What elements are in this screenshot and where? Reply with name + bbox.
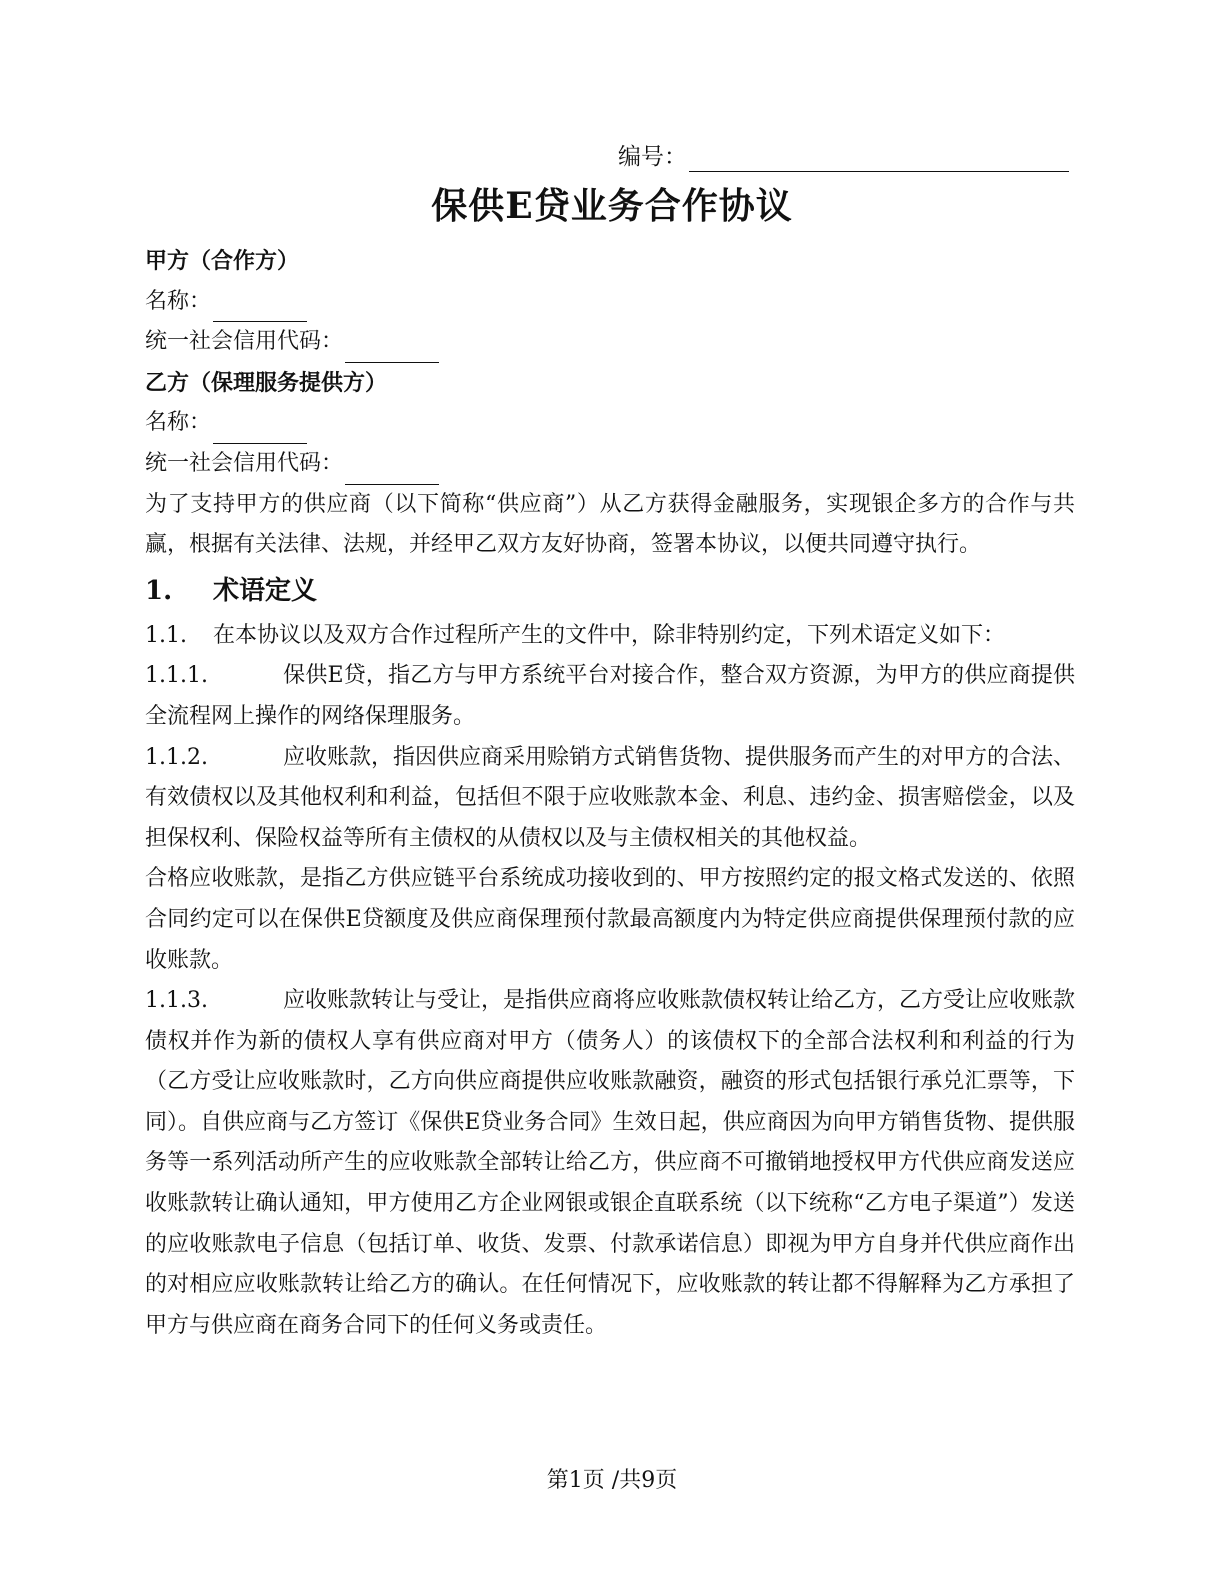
clause-1-1-3 <box>145 981 1075 1346</box>
document-body <box>145 241 1075 1346</box>
party-a-code-blank <box>345 342 439 363</box>
section-1-heading <box>145 566 1075 616</box>
clause-1-1-number: 1.1. <box>145 622 187 648</box>
clause-1-1-1-number: 1.1.1. <box>145 663 208 689</box>
party-b-code-blank <box>345 464 439 485</box>
preamble-paragraph: 为了支持甲方的供应商（以下简称“供应商”）从乙方获得金融服务，实现银企多方的合作与共赢，根据有关法律、法规，并经甲乙双方友好协商，签署本协议，以便共同遵守执行。 <box>145 491 1075 558</box>
clause-1-1-2-text: 应收账款，指因供应商采用赊销方式销售货物、提供服务而产生的对甲方的合法、有效债权以及其他权利和利益，包括但不限于应收账款本金、利息、违约金、损害赔偿金，以及担保权利、保险权益等所有主债权的从债权以及与主债权相关的其他权益。 <box>145 744 1076 851</box>
party-b-name-label: 名称： <box>145 410 212 436</box>
clause-1-1 <box>145 616 1075 657</box>
party-b-name-blank <box>213 423 307 444</box>
contract-number-label: 编号： <box>618 144 687 170</box>
section-1-number: 1. <box>145 575 173 606</box>
party-a-code-line <box>145 322 1075 363</box>
party-a-heading: 甲方（合作方） <box>145 248 300 274</box>
party-b-heading: 乙方（保理服务提供方） <box>145 369 388 396</box>
document-title: 保供E贷业务合作协议 <box>431 185 793 227</box>
party-b-code-line <box>145 444 1075 485</box>
clause-1-1-2-qualified-receivables: 合格应收账款，是指乙方供应链平台系统成功接收到的、甲方按照约定的报文格式发送的、依照合同约定可以在保供E贷额度及供应商保理预付款最高额度内为特定供应商提供保理预付款的应收账款。 <box>145 866 1075 973</box>
party-a-name-line <box>145 282 1075 323</box>
contract-number-blank <box>689 149 1069 172</box>
clause-1-1-1 <box>145 656 1075 737</box>
clause-1-1-3-number: 1.1.3. <box>145 988 208 1014</box>
clause-1-1-text: 在本协议以及双方合作过程所产生的文件中，除非特别约定，下列术语定义如下： <box>213 622 1006 648</box>
section-1-title: 术语定义 <box>213 575 318 606</box>
contract-number-line <box>618 142 1069 172</box>
clause-1-1-2-number: 1.1.2. <box>145 744 208 770</box>
party-a-code-label: 统一社会信用代码： <box>145 329 344 355</box>
party-a-name-label: 名称： <box>145 288 212 314</box>
page-footer: 第1页 /共9页 <box>546 1468 678 1493</box>
party-b-name-line <box>145 403 1075 444</box>
clause-1-1-2 <box>145 738 1075 860</box>
party-b-code-label: 统一社会信用代码： <box>145 450 344 476</box>
clause-1-1-1-text: 保供E贷，指乙方与甲方系统平台对接合作，整合双方资源，为甲方的供应商提供全流程网上操作的网络保理服务。 <box>145 663 1075 729</box>
clause-1-1-3-text: 应收账款转让与受让，是指供应商将应收账款债权转让给乙方，乙方受让应收账款债权并作为新的债权人享有供应商对甲方（债务人）的该债权下的全部合法权利和利益的行为（乙方受让应收账款时，乙方向供应商提供应收账款融资，融资的形式包括银行承兑汇票等，下同）。自供应商与乙方签订《保供E贷业务合同》生效日起，供应商因为向甲方销售货物、提供服务等一系列活动所产生的应收账款全部转让给乙方，供应商不可撤销地授权甲方代供应商发送应收账款转让确认通知，甲方使用乙方企业网银或银企直联系统（以下统称“乙方电子渠道”）发送的应收账款电子信息（包括订单、收货、发票、付款承诺信息）即视为甲方自身并代供应商作出的对相应应收账款转让给乙方的确认。在任何情况下，应收账款的转让都不得解释为乙方承担了甲方与供应商在商务合同下的任何义务或责任。 <box>145 988 1076 1338</box>
party-a-name-blank <box>213 301 307 322</box>
